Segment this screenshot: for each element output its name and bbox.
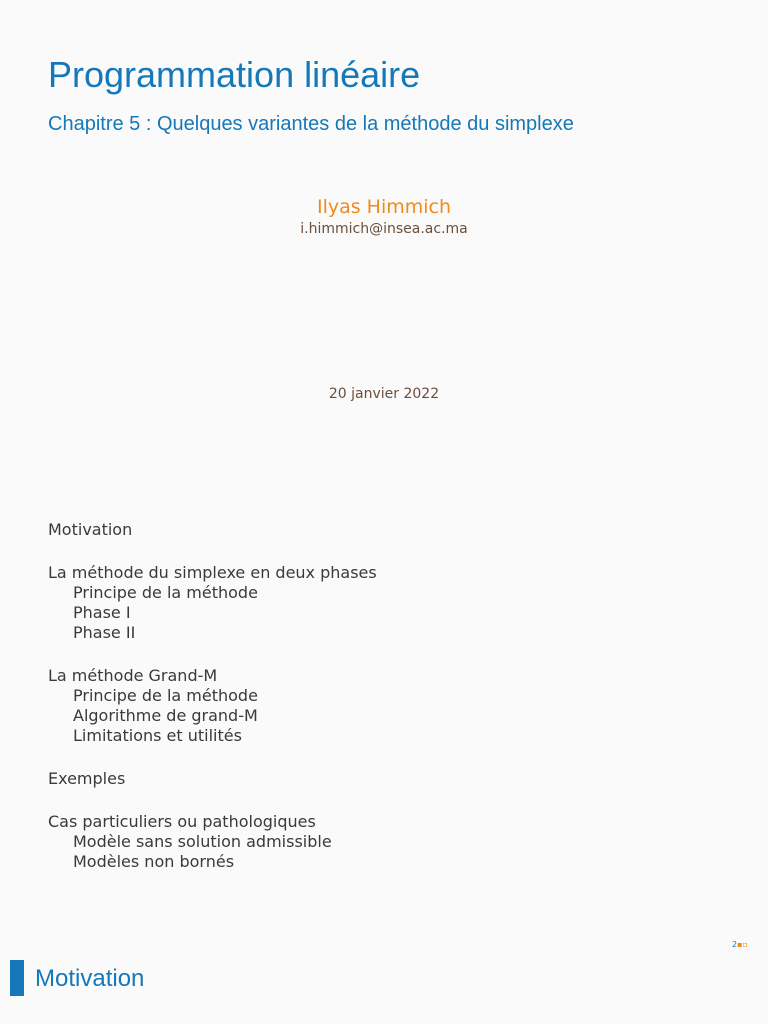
toc-subsection[interactable]: Modèles non bornés [73,852,235,871]
slide-subtitle: Chapitre 5 : Quelques variantes de la méthode du simplexe [48,113,574,135]
toc-subsection[interactable]: Phase II [73,623,136,642]
toc-subsection[interactable]: Limitations et utilités [73,726,242,745]
table-of-contents [48,520,728,895]
page-number [732,940,748,949]
next-slide-title: Motivation [35,965,145,992]
toc-section-cas-particuliers [48,812,728,872]
page-number-value: 2 [732,940,738,949]
toc-section-label[interactable]: Cas particuliers ou pathologiques [48,812,316,831]
slide-title: Programmation linéaire [48,54,421,95]
toc-section-label[interactable]: La méthode Grand-M [48,666,218,685]
toc-subsection[interactable]: Principe de la méthode [73,686,258,705]
toc-section-exemples [48,769,728,789]
toc-section-label[interactable]: Motivation [48,520,133,539]
page-progress-icon: ▪▫ [737,940,748,949]
toc-section-two-phase [48,563,728,643]
toc-subsection[interactable]: Modèle sans solution admissible [73,832,332,851]
author-name: Ilyas Himmich [316,196,452,218]
toc-section-label[interactable]: Exemples [48,769,126,788]
toc-section-motivation [48,520,728,540]
section-header-bar [10,960,24,996]
toc-section-label[interactable]: La méthode du simplexe en deux phases [48,563,377,582]
author-email: i.himmich@insea.ac.ma [300,221,468,237]
toc-section-grand-m [48,666,728,746]
toc-subsection[interactable]: Principe de la méthode [73,583,258,602]
toc-subsection[interactable]: Phase I [73,603,131,622]
presentation-date: 20 janvier 2022 [328,386,440,402]
toc-subsection[interactable]: Algorithme de grand-M [73,706,258,725]
